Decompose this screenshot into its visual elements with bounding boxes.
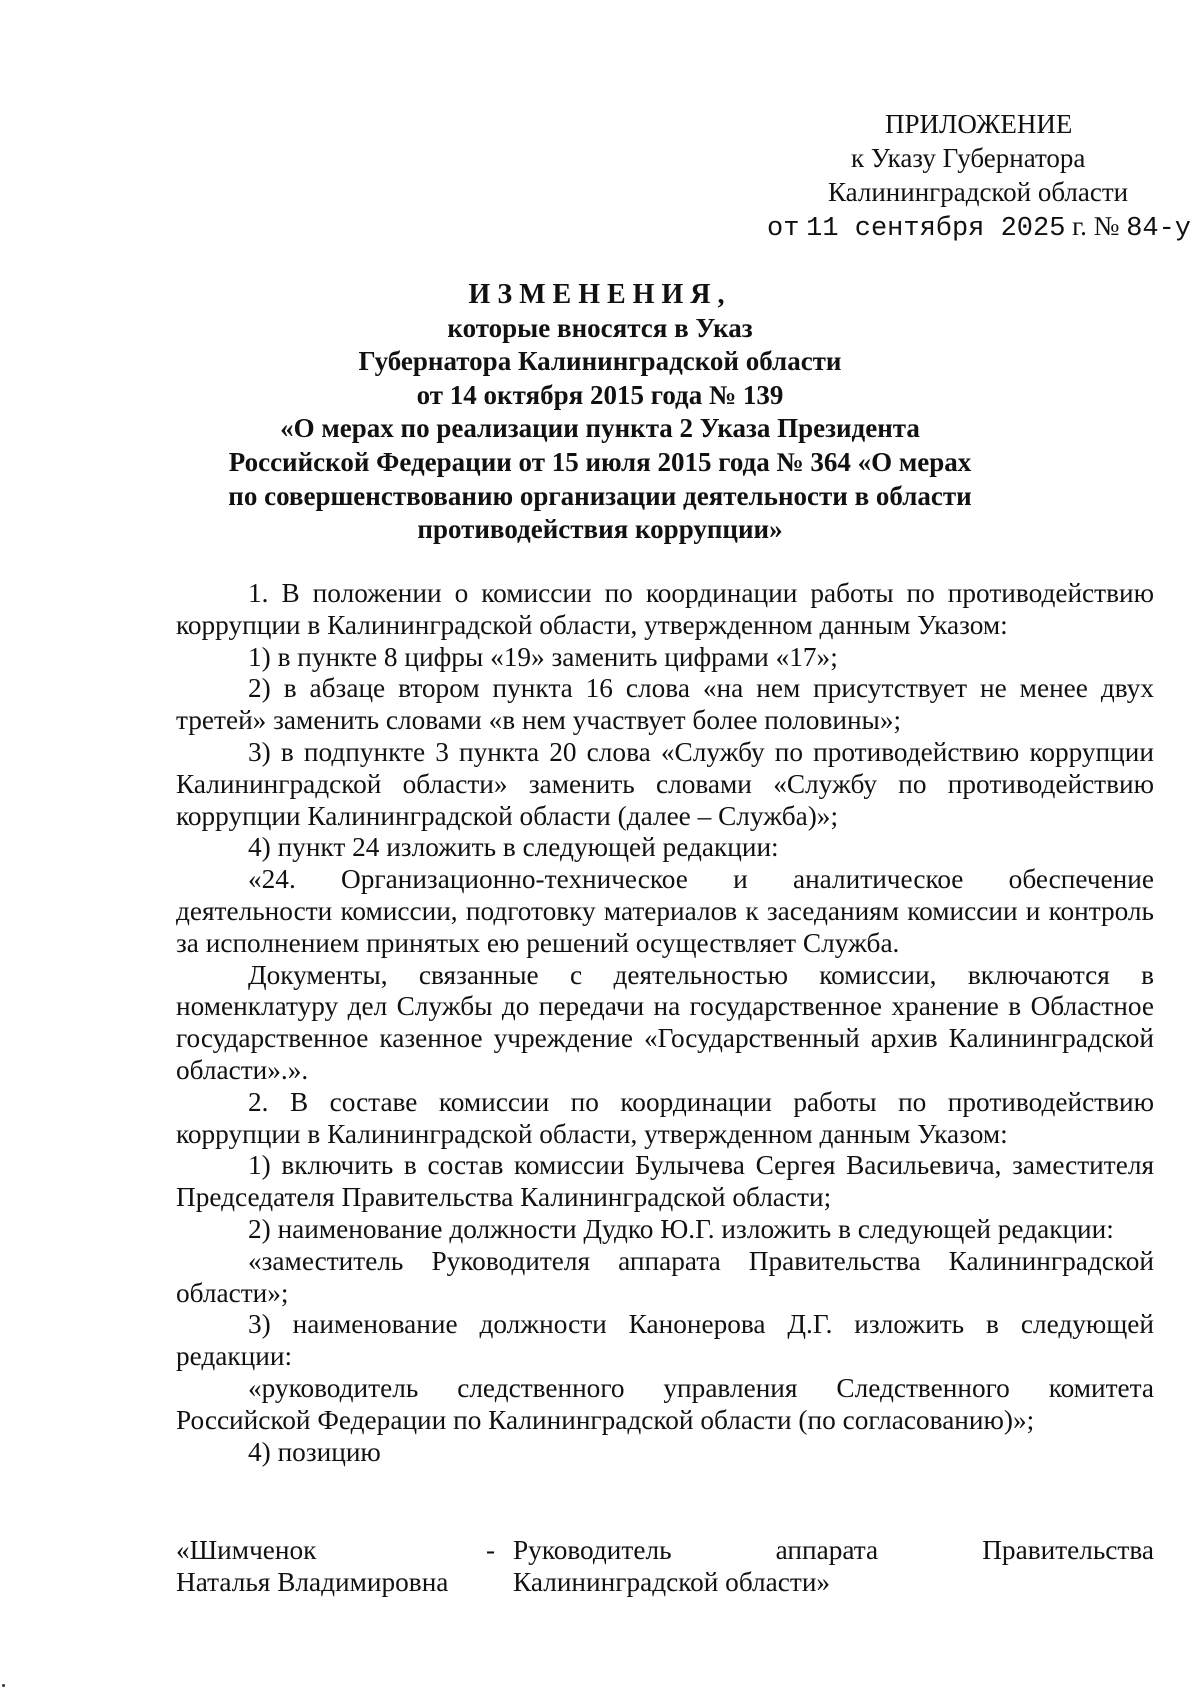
- item-2-subitem-4: 4) позицию: [248, 1436, 381, 1467]
- item-2-subitem-1: 1) включить в состав комиссии Булычева Сергея Васильевича, заместителя Председателя Правительства Калининградской области;: [176, 1150, 1154, 1213]
- decree-number: 84-у: [1126, 214, 1192, 244]
- item-1-subitem-1: 1) в пункте 8 цифры «19» заменить цифрами «17»;: [248, 641, 838, 672]
- year-suffix: г. №: [1072, 211, 1120, 241]
- appendix-region: Калининградской области: [828, 177, 1129, 207]
- item-2-subitem-3-text: «руководитель следственного управления Следственного комитета Российской Федерации по Калининградской области (по согласованию)»;: [176, 1372, 1154, 1435]
- date-filled: 11 сентября 2025: [806, 214, 1066, 244]
- entry-dash: -: [486, 1535, 496, 1565]
- title-line: «О мерах по реализации пункта 2 Указа Президента: [280, 413, 920, 444]
- document-title: [150, 278, 1050, 547]
- item-1-subitem-4: 4) пункт 24 изложить в следующей редакции:: [248, 832, 779, 863]
- item-1-subitem-2: 2) в абзаце втором пункта 16 слова «на нем присутствует не менее двух третей» заменить словами «в нем участвует более половины»;: [176, 673, 1154, 736]
- item-2-subitem-2: 2) наименование должности Дудко Ю.Г. изложить в следующей редакции:: [248, 1213, 1114, 1244]
- title-line: от 14 октября 2015 года № 139: [416, 379, 784, 410]
- person-given-names: Наталья Владимировна: [176, 1567, 449, 1597]
- appendix-date-line: [767, 210, 1191, 245]
- appendix-decree-ref: к Указу Губернатора: [851, 143, 1086, 173]
- title-heading: ИЗМЕНЕНИЯ,: [468, 279, 732, 310]
- quoted-point-24-paragraph-2: Документы, связанные с деятельностью комиссии, включаются в номенклатуру дел Службы до передачи на государственное хранение в Областное государственное казенное учреждение «Государственный архив Калининградской области».».: [176, 959, 1154, 1085]
- title-line: которые вносятся в Указ: [447, 312, 753, 343]
- date-prefix: от: [767, 214, 800, 244]
- scan-dot: [2, 1684, 5, 1687]
- item-2: 2. В составе комиссии по координации работы по противодействию коррупции в Калининградской области, утвержденном данным Указом:: [176, 1086, 1154, 1149]
- title-line: Губернатора Калининградской области: [358, 346, 842, 377]
- person-role-line2: Калининградской области»: [513, 1567, 831, 1597]
- title-line: противодействия коррупции»: [417, 514, 783, 545]
- quoted-point-24: «24. Организационно-техническое и аналитическое обеспечение деятельности комиссии, подготовку материалов к заседаниям комиссии и контроль за исполнением принятых ею решений осуществляет Служба.: [176, 864, 1154, 958]
- title-line: по совершенствованию организации деятельности в области: [228, 480, 972, 511]
- title-line: Российской Федерации от 15 июля 2015 года № 364 «О мерах: [228, 446, 972, 477]
- appendix-title: ПРИЛОЖЕНИЕ: [885, 109, 1073, 139]
- person-surname: «Шимченок: [176, 1535, 317, 1565]
- amendments-body: [176, 578, 1154, 1468]
- item-1-subitem-3: 3) в подпункте 3 пункта 20 слова «Службу по противодействию коррупции Калининградской области» заменить словами «Службу по противодействию коррупции Калининградской области (далее – Служба)»;: [176, 736, 1154, 831]
- item-2-subitem-3: 3) наименование должности Канонерова Д.Г. изложить в следующей редакции:: [176, 1309, 1154, 1372]
- person-role-line1: Руководитель аппарата Правительства: [513, 1535, 1154, 1565]
- person-name: [176, 1534, 496, 1598]
- item-1: 1. В положении о комиссии по координации работы по противодействию коррупции в Калининградской области, утвержденном данным Указом:: [176, 578, 1154, 640]
- item-2-subitem-2-text: «заместитель Руководителя аппарата Правительства Калининградской области»;: [176, 1245, 1154, 1308]
